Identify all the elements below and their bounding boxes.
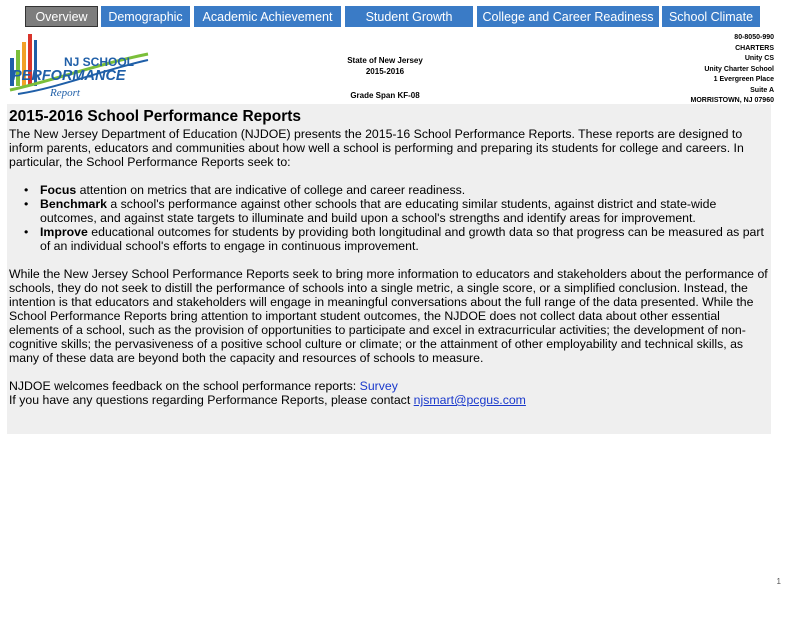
contact-line: If you have any questions regarding Performance Reports, please contact njsmart@pcgus.com xyxy=(9,393,526,407)
logo-line2: PERFORMANCE xyxy=(12,68,126,84)
tab-academic-achievement[interactable]: Academic Achievement xyxy=(194,6,341,27)
tab-overview[interactable]: Overview xyxy=(25,6,98,27)
logo-line3: Report xyxy=(50,87,80,99)
grade-span-label: Grade Span KF-08 xyxy=(350,91,420,100)
address-line2: Suite A xyxy=(750,86,774,94)
address-line1: 1 Evergreen Place xyxy=(713,76,774,83)
page-title: 2015-2016 School Performance Reports xyxy=(9,108,302,125)
limitations-paragraph: While the New Jersey School Performance Reports seek to bring more information to educators and stakeholders about the performance of schools, they do not seek to distill the performance of schools into a single metric, a single score, or a simplified conclusion. Instead, the intention is that educators and stakeholders will engage in meaningful conversations about the full range of the data presented. While the School Performance Reports bring attention to important student outcomes, the NJDOE does not collect data about other essential elements of a school, such as the provision of opportunities to participate and excel in extracurricular activities; the development of non-cognitive skills; the pervasiveness of a positive school culture or climate; or the attainment of other employability and technical skills, as many of these data are beyond both the capacity and resources of schools to measure. xyxy=(9,267,768,365)
survey-link[interactable]: Survey xyxy=(359,379,398,393)
feedback-line: NJDOE welcomes feedback on the school performance reports: Survey xyxy=(9,379,398,393)
list-item: • Focus attention on metrics that are indicative of college and career readiness. xyxy=(24,183,466,197)
nj-school-performance-logo xyxy=(8,30,158,100)
goals-list xyxy=(9,183,768,253)
list-item: • Improve educational outcomes for students by providing both longitudinal and growth data so that progress can be measured as part of an individual school's efforts to engage in continuous improvement. xyxy=(24,225,764,253)
school-short-name: Unity CS xyxy=(744,55,774,62)
district-name: CHARTERS xyxy=(735,44,774,52)
school-info xyxy=(574,33,774,107)
address-city: MORRISTOWN, NJ 07960 xyxy=(690,97,774,104)
page-number: 1 xyxy=(776,577,781,586)
overview-panel xyxy=(7,104,771,434)
tab-school-climate[interactable]: School Climate xyxy=(662,6,760,27)
logo-line1: NJ SCHOOL xyxy=(64,55,135,69)
report-header-center xyxy=(300,55,470,101)
tab-bar xyxy=(0,6,800,28)
school-code: 80-8050-990 xyxy=(734,34,774,41)
school-name: Unity Charter School xyxy=(704,65,774,73)
state-label: State of New Jersey xyxy=(347,56,423,65)
tab-demographic[interactable]: Demographic xyxy=(101,6,190,27)
intro-paragraph: The New Jersey Department of Education (NJDOE) presents the 2015-16 School Performance Reports. These reports are designed to inform parents, educators and communities about how well a school is performing and preparing its students for college and careers. In particular, the School Performance Reports seek to: xyxy=(9,127,744,169)
year-label: 2015-2016 xyxy=(365,67,405,76)
contact-email-link[interactable]: njsmart@pcgus.com xyxy=(413,393,526,407)
tab-student-growth[interactable]: Student Growth xyxy=(345,6,473,27)
list-item: • Benchmark a school's performance against other schools that are educating similar students, against district and state-wide outcomes, and against state targets to illuminate and build upon a school's strengths and identify areas for improvement. xyxy=(24,197,717,225)
tab-college-career-readiness[interactable]: College and Career Readiness xyxy=(477,6,659,27)
